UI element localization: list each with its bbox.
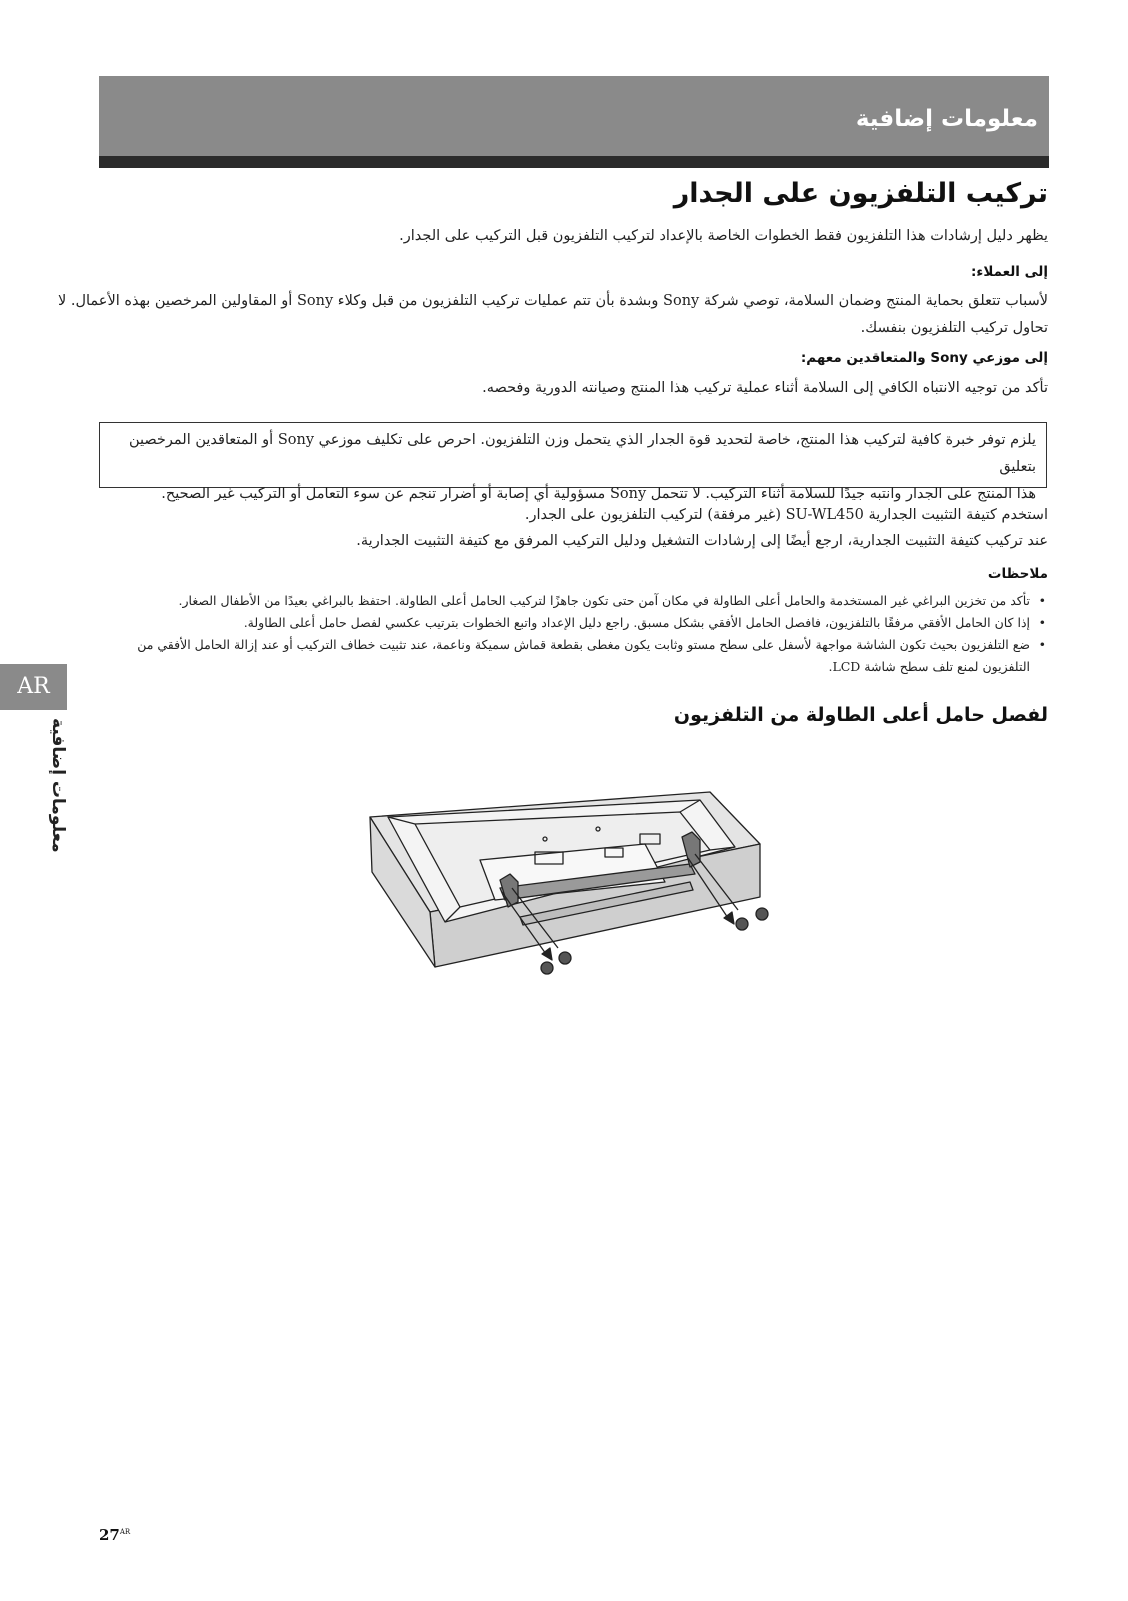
usage-line-1: استخدم كتيفة التثبيت الجدارية SU-WL450 (غير مرفقة) لتركيب التلفزيون على الجدار.: [524, 507, 1048, 523]
page-number: [99, 1526, 130, 1544]
side-section-label: معلومات إضافية: [48, 718, 68, 853]
warning-box: [99, 422, 1047, 502]
intro-paragraph: يظهر دليل إرشادات هذا التلفزيون فقط الخطوات الخاصة بالإعداد لتركيب التلفزيون قبل التركيب على الجدار.: [399, 228, 1048, 244]
note-item: • إذا كان الحامل الأفقي مرفقًا بالتلفزيون، فافصل الحامل الأفقي بشكل مسبق. راجع دليل الإعداد واتبع الخطوات بترتيب عكسي لفصل حامل أعلى الطاولة.: [130, 612, 1030, 634]
customers-label: إلى العملاء:: [971, 264, 1048, 280]
page-number-value: 27: [99, 1526, 120, 1544]
page-number-suffix: AR: [119, 1528, 131, 1536]
customers-line-2: تحاول تركيب التلفزيون بنفسك.: [860, 320, 1048, 336]
header-rule: [99, 156, 1049, 168]
tv-stand-removal-diagram: [360, 782, 780, 1002]
notes-label: ملاحظات: [987, 566, 1048, 582]
warning-line-2: هذا المنتج على الجدار وانتبه جيدًا للسلامة أثناء التركيب. لا تتحمل Sony مسؤولية أي إصابة أو أضرار تنجم عن سوء التعامل أو التركيب غير الصحيح.: [161, 486, 1036, 502]
note-item: • ضع التلفزيون بحيث تكون الشاشة مواجهة لأسفل على سطح مستو وثابت يكون مغطى بقطعة قماش سميكة وناعمة، عند تثبيت خطاف التركيب أو عند إزالة الحامل الأفقي من التلفزيون لمنع تلف سطح شاشة LCD.: [130, 634, 1030, 678]
usage-line-2: عند تركيب كتيفة التثبيت الجدارية، ارجع أيضًا إلى إرشادات التشغيل ودليل التركيب المرفق مع كتيفة التثبيت الجدارية.: [356, 533, 1048, 549]
warning-line-1: يلزم توفر خبرة كافية لتركيب هذا المنتج، خاصة لتحديد قوة الجدار الذي يتحمل وزن التلفزيون. احرص على تكليف موزعي Sony أو المتعاقدين المرخصين بتعليق: [128, 432, 1036, 475]
section-title: معلومات إضافية: [855, 106, 1038, 132]
subheading: لفصل حامل أعلى الطاولة من التلفزيون: [673, 704, 1048, 726]
language-tab: AR: [0, 664, 67, 710]
page-title: تركيب التلفزيون على الجدار: [673, 178, 1048, 209]
note-item: • تأكد من تخزين البراغي غير المستخدمة والحامل أعلى الطاولة في مكان آمن حتى تكون جاهزًا لتركيب الحامل أعلى الطاولة. احتفظ بالبراغي بعيدًا من الأطفال الصغار.: [130, 590, 1030, 612]
customers-line-1: لأسباب تتعلق بحماية المنتج وضمان السلامة، توصي شركة Sony وبشدة بأن تتم عمليات تركيب التلفزيون من قبل وكلاء Sony أو المقاولين المرخصين بهذه الأعمال. لا: [57, 293, 1048, 309]
dealers-paragraph: تأكد من توجيه الانتباه الكافي إلى السلامة أثناء عملية تركيب هذا المنتج وصيانته الدورية وفحصه.: [482, 380, 1048, 396]
dealers-label: إلى موزعي Sony والمتعاقدين معهم:: [800, 350, 1048, 366]
notes-list: [130, 590, 1048, 678]
